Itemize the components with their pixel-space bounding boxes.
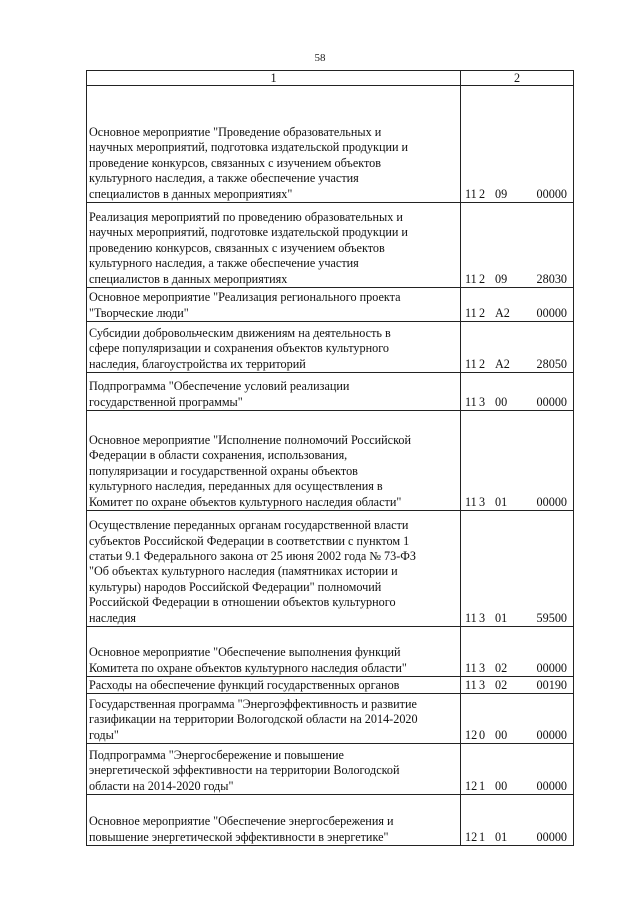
code-section: 12 xyxy=(465,727,478,742)
header-col-2: 2 xyxy=(461,71,574,86)
row-description-text: Основное мероприятие "Проведение образовательных и научных мероприятий, подготовка издательской продукции и проведение конкурсов, связанных с изучением объектов культурного наследия, а также обеспечение участия специалистов в данных мероприятиях" xyxy=(89,124,409,201)
table-row xyxy=(87,795,574,846)
code-activity: 02 xyxy=(495,660,508,675)
row-code xyxy=(461,411,574,511)
code-direction: 00000 xyxy=(536,494,567,509)
row-code xyxy=(461,288,574,322)
table-row xyxy=(87,744,574,795)
table-row xyxy=(87,322,574,373)
page-number: 58 xyxy=(314,52,326,64)
row-description-text: Расходы на обеспечение функций государственных органов xyxy=(89,677,400,692)
code-section: 11 xyxy=(465,186,477,201)
code-section: 12 xyxy=(465,829,478,844)
row-description-text: Основное мероприятие "Исполнение полномочий Российской Федерации в области сохранения, использования, популяризации и государственной охраны объектов культурного наследия, переданных для осуществления в Комитет по охране объектов культурного наследия области" xyxy=(89,432,412,509)
code-direction: 28030 xyxy=(536,271,567,286)
code-subprogram: 1 xyxy=(479,778,486,793)
code-direction: 00000 xyxy=(536,186,567,201)
table-row xyxy=(87,86,574,203)
code-subprogram: 2 xyxy=(479,186,486,201)
code-section: 11 xyxy=(465,660,477,675)
table-row xyxy=(87,373,574,411)
row-description-text: Основное мероприятие "Обеспечение выполнения функций Комитета по охране объектов культурного наследия области" xyxy=(89,645,407,675)
code-activity: 01 xyxy=(495,494,508,509)
row-description xyxy=(87,322,461,373)
code-subprogram: 2 xyxy=(479,271,486,286)
table-row xyxy=(87,203,574,288)
row-description xyxy=(87,203,461,288)
row-description-text: Основное мероприятие "Реализация регионального проекта "Творческие люди" xyxy=(89,290,401,320)
table-row xyxy=(87,511,574,627)
row-description xyxy=(87,694,461,744)
code-section: 11 xyxy=(465,677,477,692)
row-description xyxy=(87,288,461,322)
code-direction: 00000 xyxy=(536,660,567,675)
code-direction: 28050 xyxy=(536,356,567,371)
code-section: 12 xyxy=(465,778,478,793)
code-direction: 59500 xyxy=(536,610,567,625)
table-row xyxy=(87,694,574,744)
row-description-text: Осуществление переданных органам государственной власти субъектов Российской Федерации в соответствии с пунктом 1 статьи 9.1 Федерального закона от 25 июня 2002 года № 73-ФЗ "Об объектах культурного наследия (памятниках истории и культуры) народов Российской Федерации" полномочий Российской Федерации в отношении объектов культурного наследия xyxy=(89,518,417,625)
code-subprogram: 3 xyxy=(479,660,486,675)
code-direction: 00000 xyxy=(536,829,567,844)
header-row xyxy=(87,71,574,86)
code-subprogram: 3 xyxy=(479,677,486,692)
row-description-text: Государственная программа "Энергоэффективность и развитие газификации на территории Вологодской области на 2014-2020 годы" xyxy=(89,696,418,742)
code-activity: А2 xyxy=(495,305,510,320)
code-subprogram: 2 xyxy=(479,305,486,320)
row-code xyxy=(461,203,574,288)
code-subprogram: 3 xyxy=(479,610,486,625)
row-description-text: Подпрограмма "Обеспечение условий реализации государственной программы" xyxy=(89,379,350,409)
row-code xyxy=(461,694,574,744)
row-description xyxy=(87,677,461,694)
row-description-text: Основное мероприятие "Обеспечение энергосбережения и повышение энергетической эффективности в энергетике" xyxy=(89,814,394,844)
code-activity: А2 xyxy=(495,356,510,371)
code-section: 11 xyxy=(465,494,477,509)
row-code xyxy=(461,373,574,411)
row-code xyxy=(461,322,574,373)
row-code xyxy=(461,86,574,203)
budget-classification-table xyxy=(86,70,574,846)
code-subprogram: 1 xyxy=(479,829,486,844)
row-description xyxy=(87,86,461,203)
row-code xyxy=(461,744,574,795)
code-direction: 00000 xyxy=(536,305,567,320)
code-activity: 02 xyxy=(495,677,508,692)
code-activity: 09 xyxy=(495,271,508,286)
code-direction: 00000 xyxy=(536,727,567,742)
code-activity: 00 xyxy=(495,727,508,742)
code-activity: 09 xyxy=(495,186,508,201)
table-row xyxy=(87,288,574,322)
code-direction: 00190 xyxy=(536,677,567,692)
header-col-1: 1 xyxy=(87,71,461,86)
code-subprogram: 2 xyxy=(479,356,486,371)
code-activity: 00 xyxy=(495,778,508,793)
row-description-text: Реализация мероприятий по проведению образовательных и научных мероприятий, подготовке издательской продукции и проведению конкурсов, связанных с изучением объектов культурного наследия, а также обеспечение участия специалистов в данных мероприятиях xyxy=(89,209,408,286)
row-description-text: Подпрограмма "Энергосбережение и повышение энергетической эффективности на территории Вологодской области на 2014-2020 годы" xyxy=(89,747,400,793)
code-activity: 01 xyxy=(495,610,508,625)
code-section: 11 xyxy=(465,356,477,371)
code-subprogram: 0 xyxy=(479,727,486,742)
row-description-text: Субсидии добровольческим движениям на деятельность в сфере популяризации и сохранения объектов культурного наследия, благоустройства их территорий xyxy=(89,325,391,371)
table-row xyxy=(87,677,574,694)
code-section: 11 xyxy=(465,610,477,625)
code-section: 11 xyxy=(465,305,477,320)
table-row xyxy=(87,411,574,511)
code-subprogram: 3 xyxy=(479,394,486,409)
row-code xyxy=(461,677,574,694)
row-description xyxy=(87,373,461,411)
row-description xyxy=(87,744,461,795)
table-row xyxy=(87,627,574,677)
code-direction: 00000 xyxy=(536,394,567,409)
row-description xyxy=(87,511,461,627)
code-activity: 00 xyxy=(495,394,508,409)
code-subprogram: 3 xyxy=(479,494,486,509)
row-code xyxy=(461,627,574,677)
row-description xyxy=(87,795,461,846)
code-section: 11 xyxy=(465,271,477,286)
row-description xyxy=(87,627,461,677)
code-direction: 00000 xyxy=(536,778,567,793)
row-description xyxy=(87,411,461,511)
row-code xyxy=(461,795,574,846)
code-activity: 01 xyxy=(495,829,508,844)
code-section: 11 xyxy=(465,394,477,409)
row-code xyxy=(461,511,574,627)
